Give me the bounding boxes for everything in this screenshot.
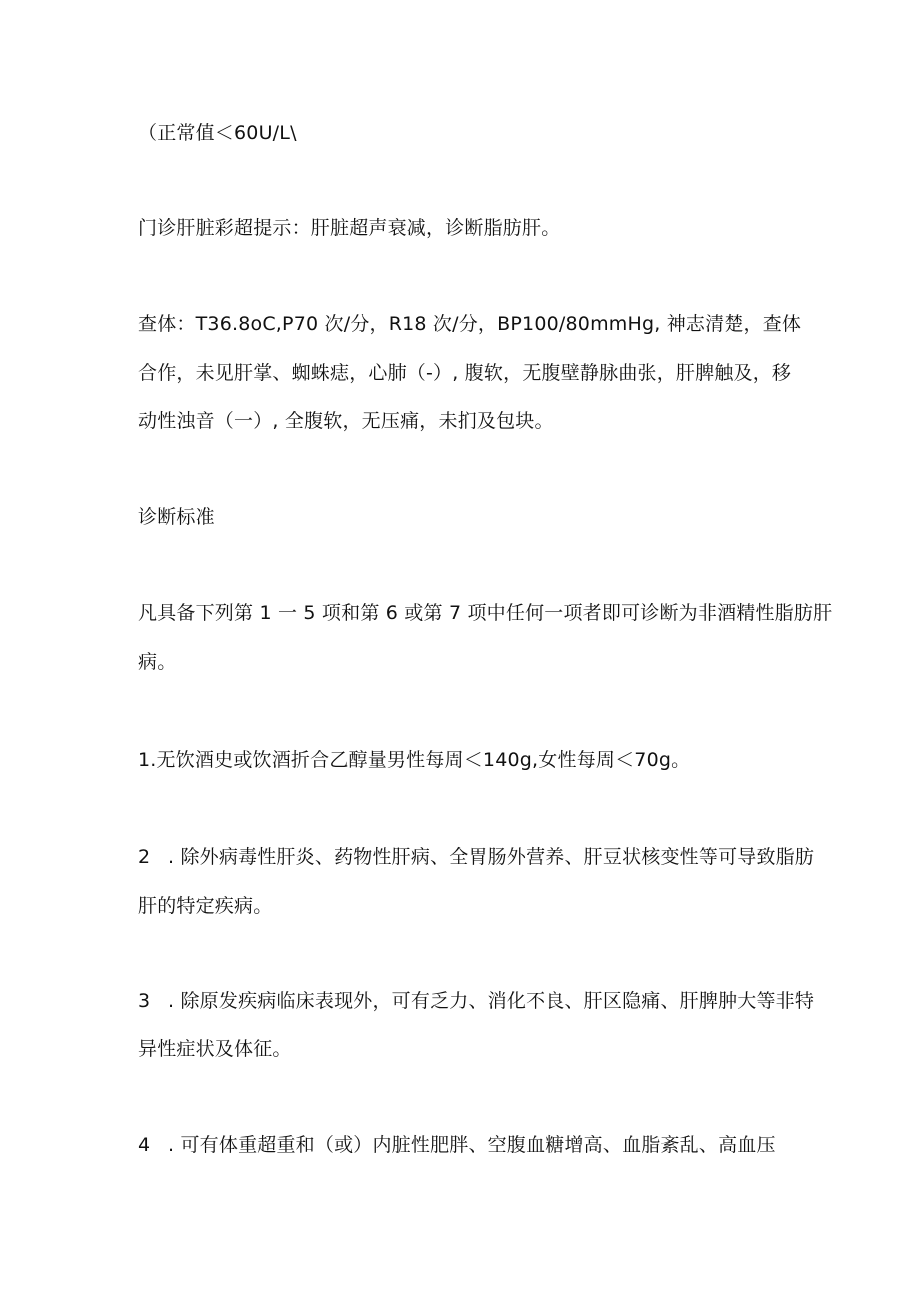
physical-exam-line-1: 查体：T36.8oC,P70 次/分，R18 次/分，BP100/80mmHg, 神志清楚，查体 [138,313,802,335]
criterion-item-2 [138,845,814,869]
criterion-item-3 [138,989,814,1013]
criterion-text: . 除外病毒性肝炎、药物性肝病、全胃肠外营养、肝豆状核变性等可导致脂肪 [168,846,815,868]
section-heading: 诊断标准 [138,506,215,528]
criterion-item-2-continued: 肝的特定疾病。 [138,895,273,917]
criterion-item-3-continued: 异性症状及体征。 [138,1038,292,1060]
criteria-intro-line-1: 凡具备下列第 1 一 5 项和第 6 或第 7 项中任何一项者即可诊断为非酒精性脂肪肝 [138,602,833,624]
criterion-number: 3 [138,990,151,1012]
criterion-number: 4 [138,1134,151,1156]
criteria-intro-line-2: 病。 [138,651,177,673]
criterion-text: . 除原发疾病临床表现外，可有乏力、消化不良、肝区隐痛、肝脾肿大等非特 [168,990,815,1012]
criterion-item-4 [138,1133,776,1157]
criterion-text: . 可有体重超重和（或）内脏性肥胖、空腹血糖增高、血脂紊乱、高血压 [168,1134,776,1156]
physical-exam-line-3: 动性浊音（一）, 全腹软，无压痛，未扪及包块。 [138,410,554,432]
normal-value-note: （正常值＜60U/L\ [138,122,297,144]
physical-exam-line-2: 合作，未见肝掌、蜘蛛痣，心肺（-）, 腹软，无腹壁静脉曲张，肝脾触及，移 [138,362,792,384]
criterion-item-1: 1.无饮酒史或饮酒折合乙醇量男性每周＜140g,女性每周＜70g。 [138,749,691,771]
criterion-number: 2 [138,846,151,868]
ultrasound-finding: 门诊肝脏彩超提示：肝脏超声衰减，诊断脂肪肝。 [138,217,561,239]
